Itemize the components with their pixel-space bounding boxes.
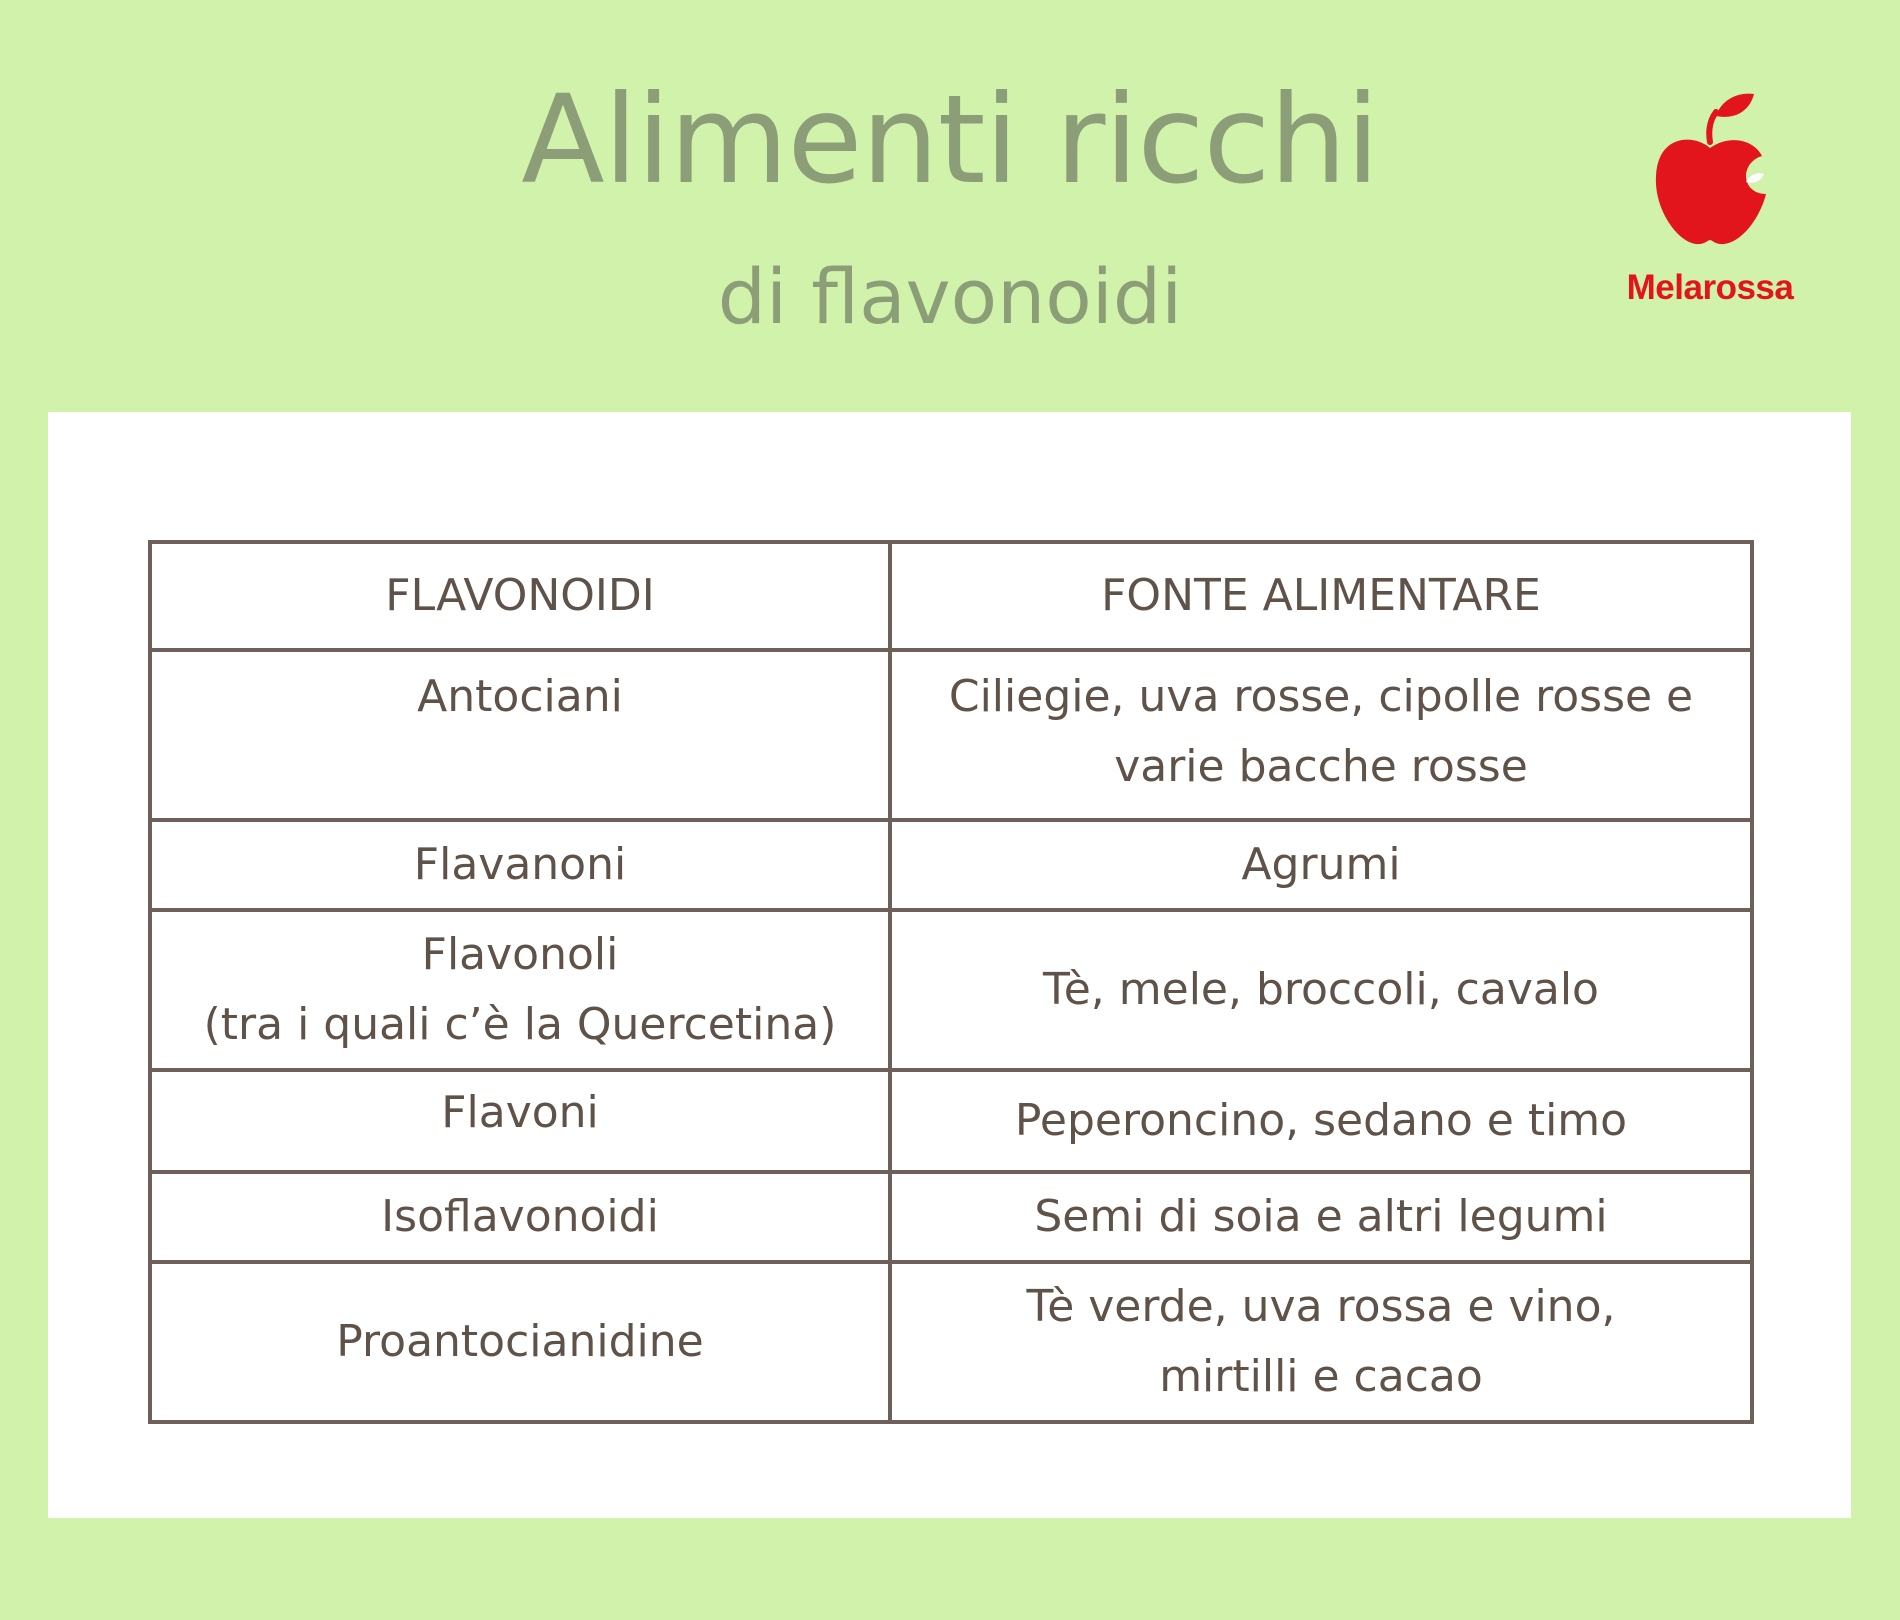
table-header-row	[150, 542, 1752, 650]
flavonoid-cell	[150, 820, 890, 910]
cell-text: Agrumi	[1241, 839, 1401, 890]
page-subtitle: di flavonoidi	[717, 252, 1183, 341]
table-row	[150, 820, 1752, 910]
cell-text: (tra i quali c’è la Quercetina)	[203, 999, 837, 1050]
flavonoid-cell	[150, 1070, 890, 1172]
source-cell	[890, 650, 1752, 820]
content-panel	[48, 412, 1851, 1518]
apple-icon	[1650, 90, 1770, 250]
flavonoid-cell	[150, 910, 890, 1070]
table-row	[150, 1172, 1752, 1262]
table-row	[150, 1070, 1752, 1172]
source-cell	[890, 1172, 1752, 1262]
logo-text: Melarossa	[1626, 268, 1794, 307]
flavonoid-cell	[150, 650, 890, 820]
source-cell	[890, 1070, 1752, 1172]
cell-text: Flavonoli	[421, 929, 619, 980]
cell-text: Tè, mele, broccoli, cavalo	[1043, 964, 1599, 1015]
header-flavonoidi: FLAVONOIDI	[150, 542, 890, 650]
cell-text: Antociani	[417, 671, 623, 722]
source-cell	[890, 910, 1752, 1070]
cell-text: Isoflavonoidi	[381, 1191, 659, 1242]
cell-text: Proantocianidine	[336, 1316, 704, 1367]
flavonoid-cell	[150, 1172, 890, 1262]
cell-text: varie bacche rosse	[1114, 741, 1528, 792]
table-row	[150, 910, 1752, 1070]
source-cell	[890, 820, 1752, 910]
table-row	[150, 650, 1752, 820]
cell-text: Flavanoni	[413, 839, 627, 890]
cell-text: Flavoni	[441, 1087, 599, 1138]
cell-text: mirtilli e cacao	[1159, 1351, 1483, 1402]
table-row	[150, 1262, 1752, 1422]
source-cell	[890, 1262, 1752, 1422]
flavonoid-table	[148, 540, 1754, 1424]
header-fonte-alimentare: FONTE ALIMENTARE	[890, 542, 1752, 650]
page-title: Alimenti ricchi	[521, 69, 1379, 211]
cell-text: Peperoncino, sedano e timo	[1014, 1095, 1628, 1146]
melarossa-logo[interactable]	[1605, 90, 1815, 320]
cell-text: Ciliegie, uva rosse, cipolle rosse e	[948, 671, 1694, 722]
cell-text: Semi di soia e altri legumi	[1034, 1191, 1608, 1242]
flavonoid-cell	[150, 1262, 890, 1422]
cell-text: Tè verde, uva rossa e vino,	[1026, 1281, 1616, 1332]
